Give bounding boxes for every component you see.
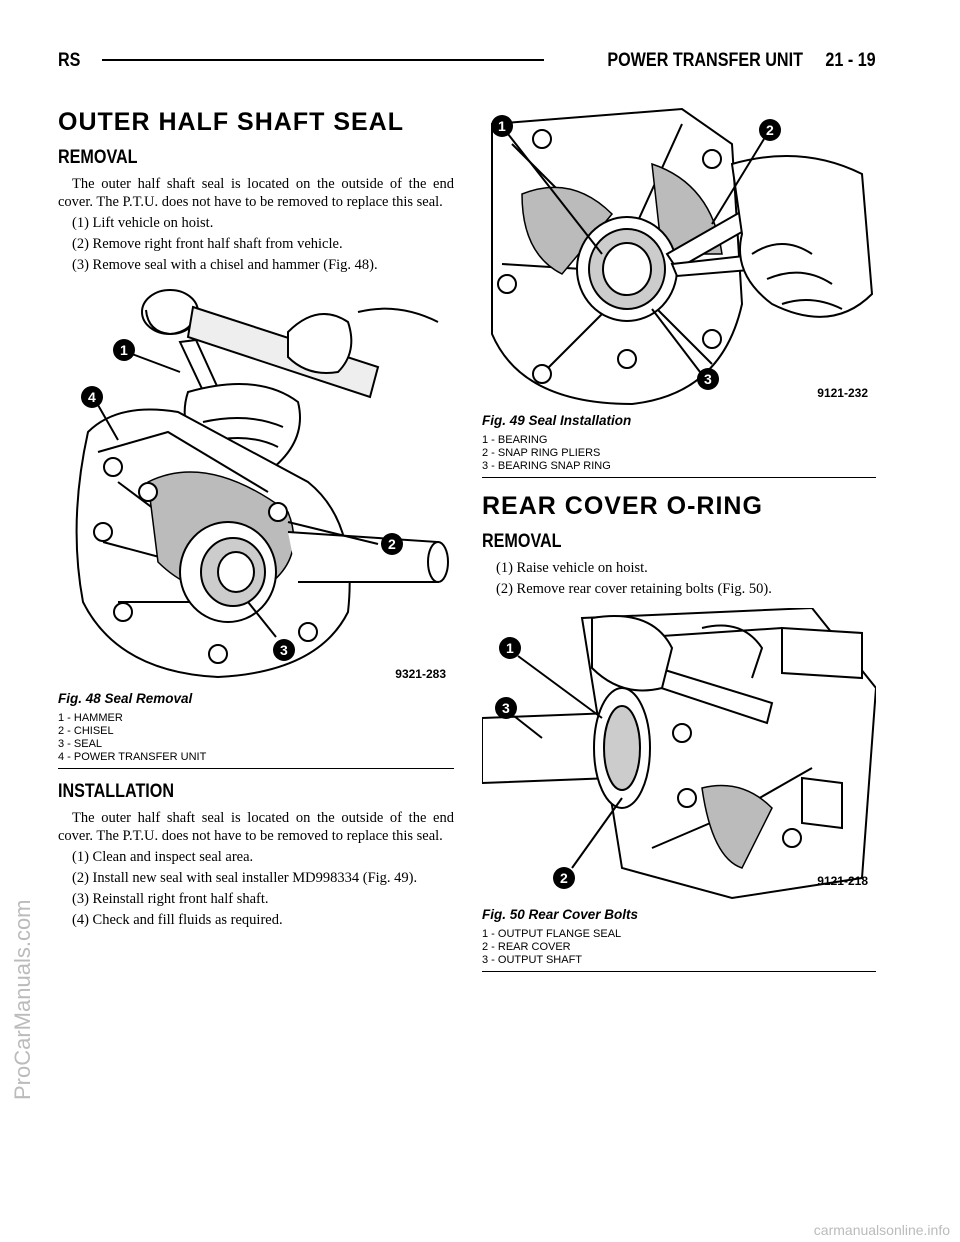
fig49-legend-item: 1 - BEARING <box>482 434 548 446</box>
fig49-legend-item: 3 - BEARING SNAP RING <box>482 460 611 472</box>
fig48-rule <box>58 768 454 769</box>
header-rule <box>102 59 544 61</box>
fig48-callout-2: 2 <box>388 536 396 552</box>
fig48-caption: Fig. 48 Seal Removal <box>58 691 193 706</box>
fig50-callout-3: 3 <box>502 700 510 716</box>
watermark: ProCarManuals.com <box>10 899 35 1100</box>
installation-step-3: (3) Reinstall right front half shaft. <box>72 891 269 907</box>
fig50-caption: Fig. 50 Rear Cover Bolts <box>482 907 639 922</box>
removal-step-3: (3) Remove seal with a chisel and hammer (Fig. 48). <box>72 257 378 273</box>
figure-48 <box>58 282 454 769</box>
fig50-code: 9121-218 <box>817 874 868 888</box>
rear-removal-step-2: (2) Remove rear cover retaining bolts (Fig. 50). <box>496 581 772 597</box>
seal-removal-drawing <box>58 282 454 687</box>
fig50-legend-item: 2 - REAR COVER <box>482 941 571 953</box>
figure-49 <box>482 104 876 478</box>
installation-step-2: (2) Install new seal with seal installer MD998334 (Fig. 49). <box>72 870 418 886</box>
fig49-rule <box>482 477 876 478</box>
section-title-rear-cover: REAR COVER O-RING <box>482 492 763 520</box>
fig50-callout-2: 2 <box>560 870 568 886</box>
removal-step-2: (2) Remove right front half shaft from vehicle. <box>72 236 343 252</box>
removal-step-1: (1) Lift vehicle on hoist. <box>72 215 214 231</box>
figure-50-illustration <box>482 608 876 903</box>
figure-49-illustration <box>482 104 876 409</box>
fig48-legend-item: 2 - CHISEL <box>58 725 114 737</box>
fig49-code: 9121-232 <box>817 386 868 400</box>
fig48-code: 9321-283 <box>395 667 446 681</box>
fig49-callout-2: 2 <box>766 122 774 138</box>
header-section-code: RS <box>58 50 81 71</box>
rear-cover-bolts-drawing <box>482 608 876 903</box>
fig49-legend <box>482 434 876 473</box>
fig48-callout-4: 4 <box>88 389 96 405</box>
figure-48-illustration <box>58 282 454 687</box>
fig49-caption: Fig. 49 Seal Installation <box>482 413 632 428</box>
fig50-legend-item: 1 - OUTPUT FLANGE SEAL <box>482 928 622 940</box>
installation-step-4: (4) Check and fill fluids as required. <box>72 912 283 928</box>
left-column <box>58 108 454 932</box>
section-title-outer-seal: OUTER HALF SHAFT SEAL <box>58 108 404 136</box>
fig49-legend-item: 2 - SNAP RING PLIERS <box>482 447 601 459</box>
fig48-callout-1: 1 <box>120 342 128 358</box>
seal-installation-drawing <box>482 104 876 409</box>
fig48-callout-3: 3 <box>280 642 288 658</box>
heading-removal: REMOVAL <box>58 147 138 168</box>
fig48-legend-item: 1 - HAMMER <box>58 712 123 724</box>
fig50-callout-1: 1 <box>506 640 514 656</box>
fig48-legend-item: 3 - SEAL <box>58 738 103 750</box>
right-column <box>482 104 876 984</box>
heading-rear-removal: REMOVAL <box>482 531 562 552</box>
fig49-callout-1: 1 <box>498 118 506 134</box>
fig50-legend <box>482 928 876 967</box>
header-title-page: POWER TRANSFER UNIT 21 - 19 <box>607 50 876 71</box>
fig50-rule <box>482 971 876 972</box>
heading-installation: INSTALLATION <box>58 781 175 802</box>
fig50-legend-item: 3 - OUTPUT SHAFT <box>482 954 583 966</box>
footer-watermark: carmanualsonline.info <box>813 1222 950 1238</box>
installation-intro: The outer half shaft seal is located on the outside of the end cover. The P.T.U. does not have to be removed to replace this seal. <box>58 810 454 844</box>
fig48-legend-item: 4 - POWER TRANSFER UNIT <box>58 751 207 763</box>
fig49-callout-3: 3 <box>704 371 712 387</box>
removal-intro: The outer half shaft seal is located on the outside of the end cover. The P.T.U. does not have to be removed to replace this seal. <box>58 176 454 210</box>
page-header <box>58 48 876 74</box>
installation-step-1: (1) Clean and inspect seal area. <box>72 849 254 865</box>
rear-removal-step-1: (1) Raise vehicle on hoist. <box>496 560 648 576</box>
figure-50 <box>482 608 876 972</box>
fig48-legend <box>58 712 454 764</box>
